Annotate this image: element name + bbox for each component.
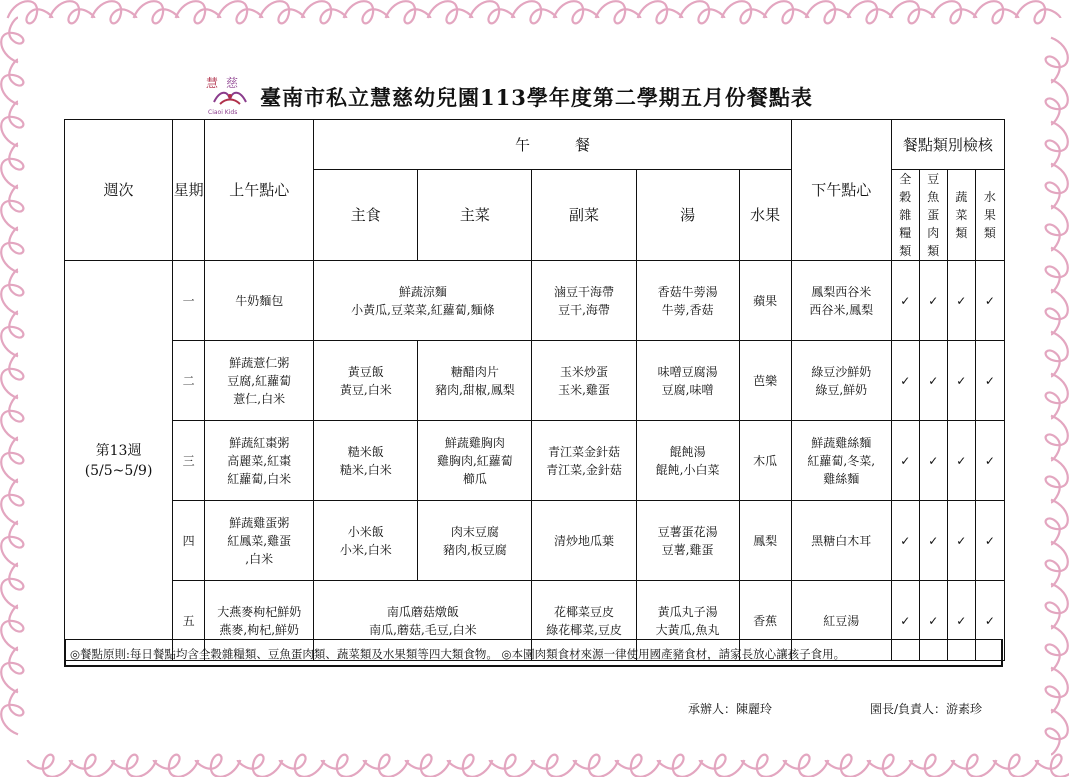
side-dish-cell: 花椰菜豆皮 綠花椰菜,豆皮	[532, 581, 636, 661]
side-dish-cell: 滷豆干海帶 豆干,海帶	[532, 261, 636, 341]
header-check: 餐點類別檢核	[891, 120, 1004, 170]
morning-snack-cell: 鮮蔬紅棗粥 高麗菜,紅棗 紅蘿蔔,白米	[205, 421, 314, 501]
check-grain-mark: ✓	[891, 501, 919, 581]
check-grain-mark: ✓	[891, 421, 919, 501]
check-veg-mark: ✓	[947, 581, 975, 661]
header-check-veg: 蔬 菜 類	[947, 170, 975, 261]
check-fruit-mark: ✓	[975, 261, 1004, 341]
main-staple-cell: 黃豆飯 黃豆,白米	[314, 341, 418, 421]
director-signature: 園長/負責人：游素珍	[870, 702, 983, 716]
table-row	[65, 501, 1005, 581]
header-side-dish: 副菜	[532, 170, 636, 261]
svg-text:Ciaoi Kids: Ciaoi Kids	[208, 109, 238, 116]
soup-cell: 餛飩湯 餛飩,小白菜	[636, 421, 739, 501]
morning-snack-cell: 大燕麥枸杞鮮奶 燕麥,枸杞,鮮奶	[205, 581, 314, 661]
soup-cell: 香菇牛蒡湯 牛蒡,香菇	[636, 261, 739, 341]
check-protein-mark: ✓	[919, 341, 947, 421]
header-check-grain: 全 穀 雜 糧 類	[891, 170, 919, 261]
soup-cell: 豆薯蛋花湯 豆薯,雞蛋	[636, 501, 739, 581]
header-lunch: 午 餐	[314, 120, 791, 170]
afternoon-snack-cell: 綠豆沙鮮奶 綠豆,鮮奶	[791, 341, 891, 421]
day-cell: 四	[173, 501, 205, 581]
lunch-combined-cell: 南瓜蘑菇燉飯 南瓜,蘑菇,毛豆,白米	[314, 581, 532, 661]
week-label: 第13週	[95, 442, 142, 459]
side-dish-cell: 清炒地瓜葉	[532, 501, 636, 581]
check-veg-mark: ✓	[947, 421, 975, 501]
check-grain-mark: ✓	[891, 341, 919, 421]
side-dish-cell: 青江菜金針菇 青江菜,金針菇	[532, 421, 636, 501]
meal-principle-note: ◎餐點原則:每日餐點均含全穀雜糧類、豆魚蛋肉類、蔬菜類及水果類等四大類食物。 ◎本園肉類食材來源一律使用國產豬食材，請家長放心讓孩子食用。	[64, 639, 1003, 667]
header-morning-snack: 上午點心	[205, 120, 314, 261]
table-row	[65, 341, 1005, 421]
morning-snack-cell: 牛奶麵包	[205, 261, 314, 341]
check-protein-mark: ✓	[919, 421, 947, 501]
page-header	[200, 74, 880, 118]
check-fruit-mark: ✓	[975, 501, 1004, 581]
header-day: 星期	[173, 120, 205, 261]
header-main-staple: 主食	[314, 170, 418, 261]
organizer-signature: 承辦人：陳麗玲	[688, 702, 773, 716]
day-cell: 三	[173, 421, 205, 501]
afternoon-snack-cell: 鳳梨西谷米 西谷米,鳳梨	[791, 261, 891, 341]
page-title: 臺南市私立慧慈幼兒園113學年度第二學期五月份餐點表	[260, 85, 813, 110]
lunch-combined-cell: 鮮蔬涼麵 小黃瓜,豆菜菜,紅蘿蔔,麵條	[314, 261, 532, 341]
header-soup: 湯	[636, 170, 739, 261]
school-logo	[200, 74, 264, 118]
fruit-cell: 木瓜	[739, 421, 791, 501]
svg-text:慧: 慧	[206, 76, 219, 90]
check-fruit-mark: ✓	[975, 341, 1004, 421]
header-week: 週次	[65, 120, 173, 261]
main-dish-cell: 肉末豆腐 豬肉,板豆腐	[418, 501, 532, 581]
svg-text:慈: 慈	[226, 76, 239, 90]
morning-snack-cell: 鮮蔬薏仁粥 豆腐,紅蘿蔔 薏仁,白米	[205, 341, 314, 421]
header-check-protein: 豆 魚 蛋 肉 類	[919, 170, 947, 261]
day-cell: 一	[173, 261, 205, 341]
check-veg-mark: ✓	[947, 341, 975, 421]
header-afternoon-snack: 下午點心	[791, 120, 891, 261]
main-dish-cell: 鮮蔬雞胸肉 雞胸肉,紅蘿蔔 櫛瓜	[418, 421, 532, 501]
check-fruit-mark: ✓	[975, 421, 1004, 501]
day-cell: 五	[173, 581, 205, 661]
afternoon-snack-cell: 黑糖白木耳	[791, 501, 891, 581]
table-row	[65, 261, 1005, 341]
fruit-cell: 鳳梨	[739, 501, 791, 581]
check-grain-mark: ✓	[891, 261, 919, 341]
fruit-cell: 香蕉	[739, 581, 791, 661]
fruit-cell: 芭樂	[739, 341, 791, 421]
check-grain-mark: ✓	[891, 581, 919, 661]
soup-cell: 黃瓜丸子湯 大黃瓜,魚丸	[636, 581, 739, 661]
check-protein-mark: ✓	[919, 501, 947, 581]
check-veg-mark: ✓	[947, 501, 975, 581]
day-cell: 二	[173, 341, 205, 421]
check-fruit-mark: ✓	[975, 581, 1004, 661]
main-staple-cell: 小米飯 小米,白米	[314, 501, 418, 581]
meal-menu-table	[64, 119, 1005, 661]
header-fruit: 水果	[739, 170, 791, 261]
check-protein-mark: ✓	[919, 261, 947, 341]
week-cell	[65, 261, 173, 661]
header-main-dish: 主菜	[418, 170, 532, 261]
soup-cell: 味噌豆腐湯 豆腐,味噌	[636, 341, 739, 421]
main-staple-cell: 糙米飯 糙米,白米	[314, 421, 418, 501]
fruit-cell: 蘋果	[739, 261, 791, 341]
side-dish-cell: 玉米炒蛋 玉米,雞蛋	[532, 341, 636, 421]
afternoon-snack-cell: 鮮蔬雞絲麵 紅蘿蔔,冬菜, 雞絲麵	[791, 421, 891, 501]
week-range: (5/5~5/9)	[84, 462, 153, 479]
header-check-fruit: 水 果 類	[975, 170, 1004, 261]
table-row	[65, 421, 1005, 501]
morning-snack-cell: 鮮蔬雞蛋粥 紅鳳菜,雞蛋 ,白米	[205, 501, 314, 581]
main-dish-cell: 糖醋肉片 豬肉,甜椒,鳳梨	[418, 341, 532, 421]
afternoon-snack-cell: 紅豆湯	[791, 581, 891, 661]
check-protein-mark: ✓	[919, 581, 947, 661]
check-veg-mark: ✓	[947, 261, 975, 341]
